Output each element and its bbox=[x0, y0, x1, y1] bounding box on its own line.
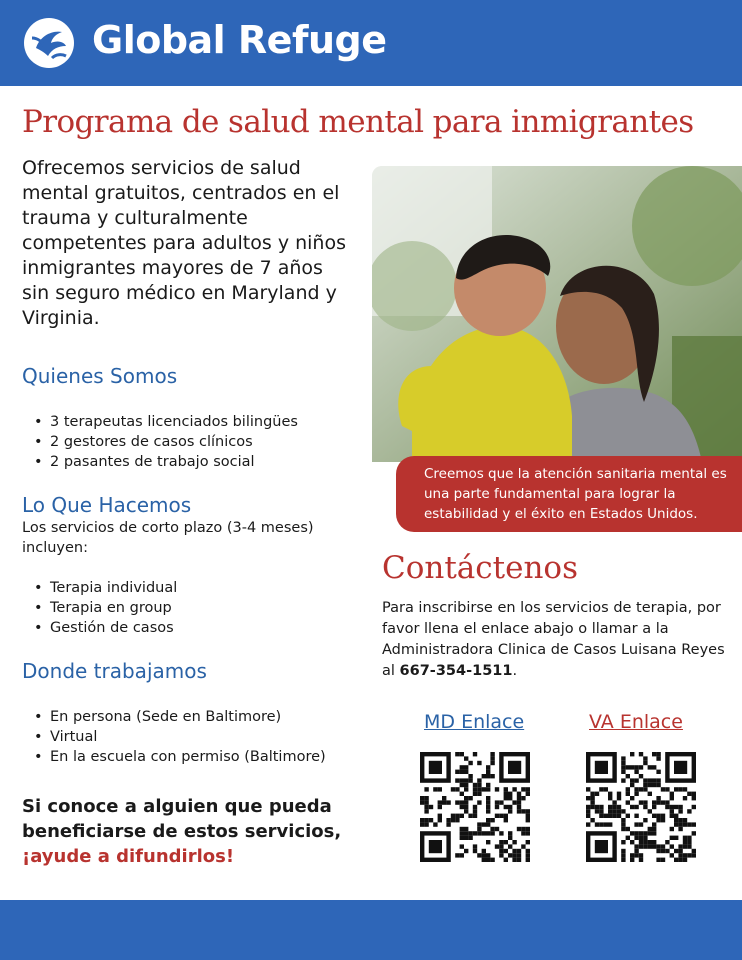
cta-text: Si conoce a alguien que pueda beneficiarse de estos servicios, bbox=[22, 796, 342, 842]
who-list bbox=[22, 412, 298, 472]
globe-dove-icon bbox=[22, 16, 76, 70]
what-list bbox=[22, 578, 177, 638]
header-bar bbox=[0, 0, 742, 86]
cta-highlight: ¡ayude a difundirlos! bbox=[22, 846, 235, 867]
list-item: • Terapia en group bbox=[22, 598, 177, 618]
list-item: • Gestión de casos bbox=[22, 618, 177, 638]
va-qr-code-icon[interactable] bbox=[586, 752, 696, 862]
contact-paragraph bbox=[382, 598, 732, 682]
footer-bar bbox=[0, 900, 742, 960]
md-link[interactable]: MD Enlace bbox=[424, 711, 525, 733]
list-item: • En la escuela con permiso (Baltimore) bbox=[22, 747, 326, 767]
list-item: • 2 gestores de casos clínicos bbox=[22, 432, 298, 452]
quote-callout: Creemos que la atención sanitaria mental es una parte fundamental para lograr la estabilidad y el éxito en Estados Unidos. bbox=[396, 456, 742, 532]
brand-name: Global Refuge bbox=[92, 18, 387, 62]
list-item: • Virtual bbox=[22, 727, 326, 747]
what-subtext: Los servicios de corto plazo (3-4 meses) incluyen: bbox=[22, 520, 314, 556]
list-item: • 3 terapeutas licenciados bilingües bbox=[22, 412, 298, 432]
mother-child-photo-illustration bbox=[372, 166, 742, 462]
who-heading: Quienes Somos bbox=[22, 364, 178, 388]
where-list bbox=[22, 707, 326, 767]
list-item: • En persona (Sede en Baltimore) bbox=[22, 707, 326, 727]
contact-period: . bbox=[512, 663, 518, 679]
where-heading: Donde trabajamos bbox=[22, 659, 207, 683]
page-title: Programa de salud mental para inmigrantes bbox=[22, 104, 694, 140]
hero-photo bbox=[372, 166, 742, 462]
what-heading: Lo Que Hacemos bbox=[22, 493, 192, 517]
md-qr-code-icon[interactable] bbox=[420, 752, 530, 862]
phone-number[interactable]: 667-354-1511 bbox=[399, 663, 513, 679]
call-to-action bbox=[22, 794, 362, 869]
list-item: • Terapia individual bbox=[22, 578, 177, 598]
intro-paragraph: Ofrecemos servicios de salud mental gratuitos, centrados en el trauma y culturalmente competentes para adultos y niños inmigrantes mayores de 7 años sin seguro médico en Maryland y Virginia. bbox=[22, 157, 346, 329]
list-item: • 2 pasantes de trabajo social bbox=[22, 452, 298, 472]
va-link[interactable]: VA Enlace bbox=[589, 711, 683, 733]
contact-heading: Contáctenos bbox=[382, 550, 578, 586]
contact-body: Para inscribirse en los servicios de terapia, por favor llena el enlace abajo o llamar a la Administradora Clinica de Casos Luisana Reyes al bbox=[382, 600, 725, 679]
